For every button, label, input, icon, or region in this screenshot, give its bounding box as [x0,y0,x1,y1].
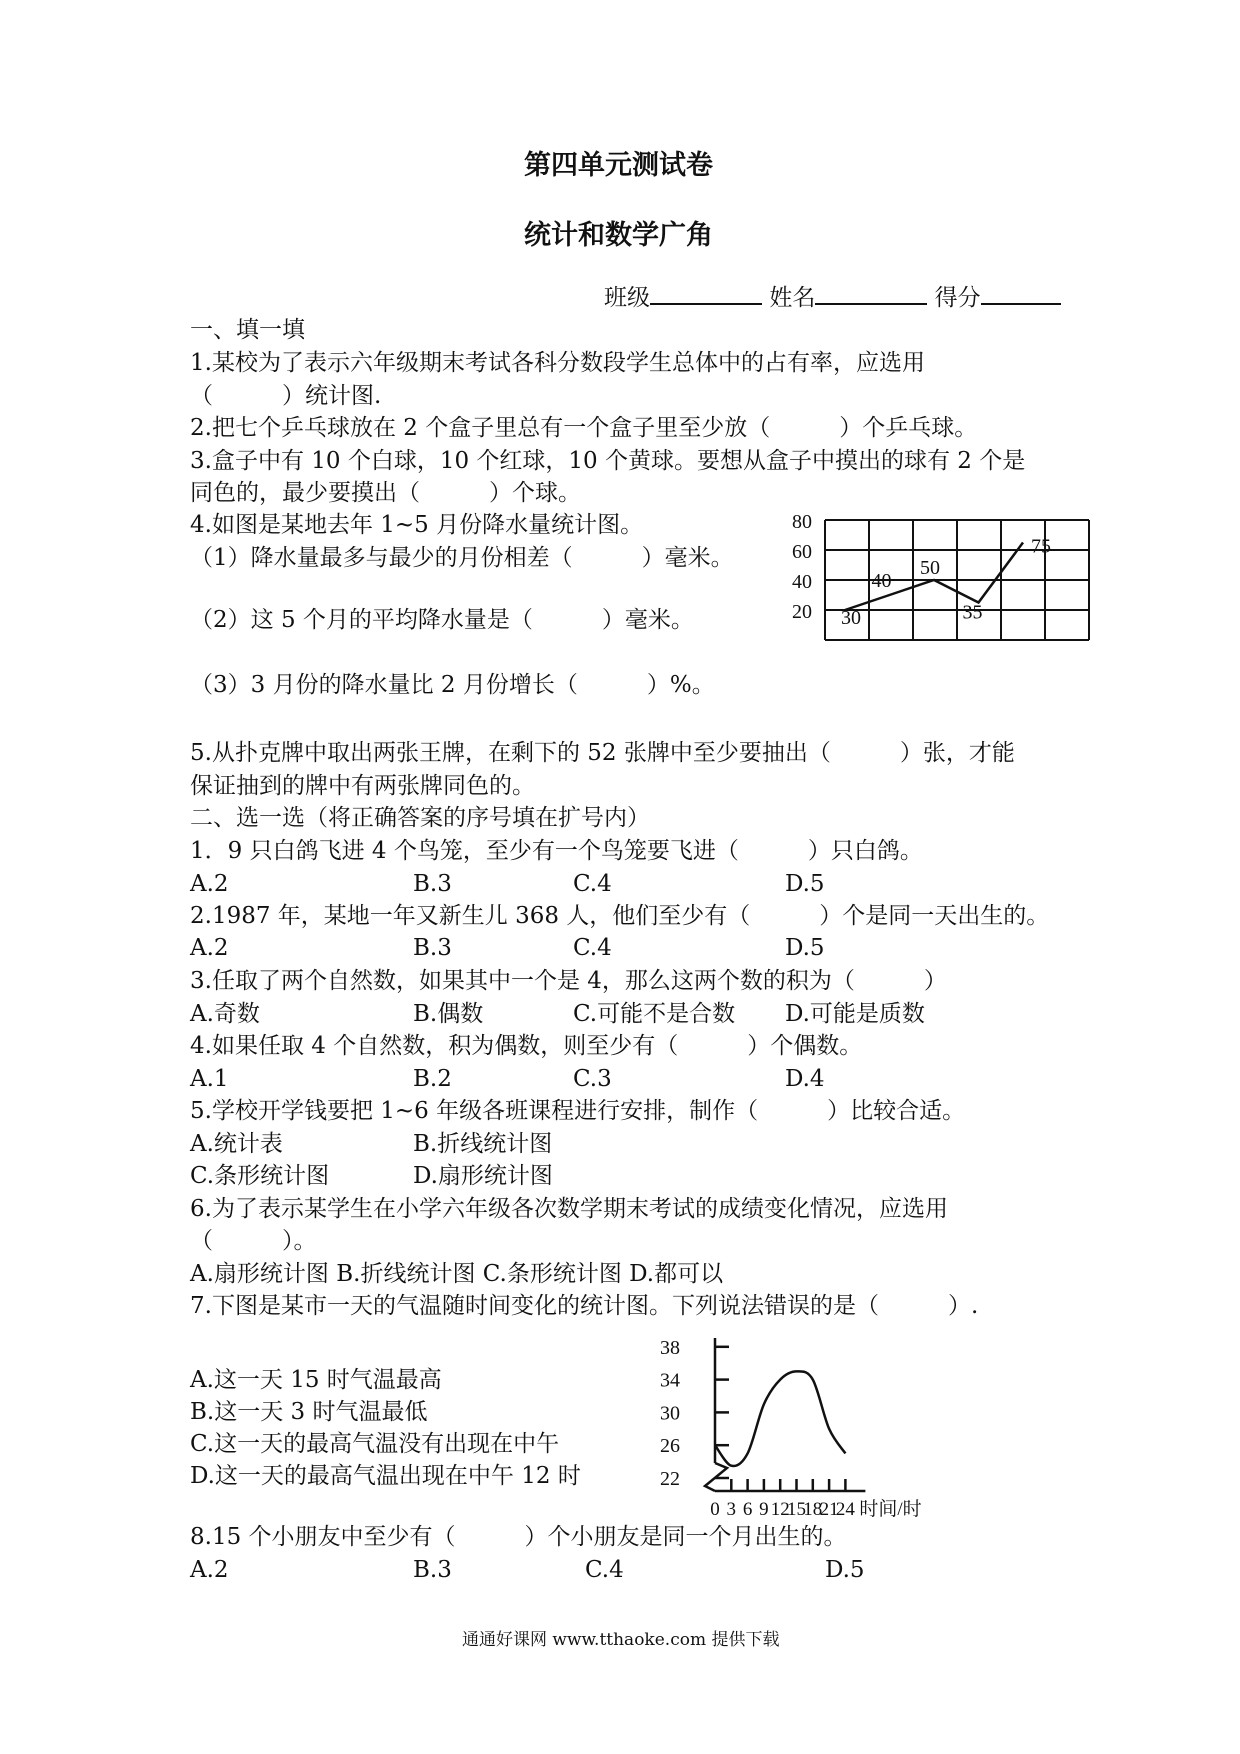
y-tick-label: 34 [660,1369,680,1392]
s1-q4-1: （1）降水量最多与最少的月份相差（ ）毫米。 [190,545,734,571]
x-tick-label: 9 [759,1499,769,1520]
s2-q5-opt-a[interactable]: A.统计表 [190,1131,283,1157]
name-blank[interactable] [815,281,927,305]
s2-q7-opt-c[interactable]: C.这一天的最高气温没有出现在中午 [190,1431,560,1457]
s1-q1-line1: 1.某校为了表示六年级期末考试各科分数段学生总体中的占有率，应选用 [190,350,925,376]
s1-q5-line1: 5.从扑克牌中取出两张王牌，在剩下的 52 张牌中至少要抽出（ ）张，才能 [190,740,1015,766]
s2-q2: 2.1987 年，某地一年又新生儿 368 人，他们至少有（ ）个是同一天出生的。 [190,903,1050,929]
page-title: 第四单元测试卷 [524,150,713,181]
y-tick-label: 22 [660,1468,680,1490]
s2-q5-opt-d[interactable]: D.扇形统计图 [413,1163,553,1189]
score-label: 得分 [934,285,981,311]
s2-q2-opt-c[interactable]: C.4 [573,935,612,961]
y-tick-label: 60 [792,541,812,563]
s2-q4-opt-b[interactable]: B.2 [413,1066,452,1092]
temperature-line-chart [660,1328,1020,1528]
s2-q6-options[interactable]: A.扇形统计图 B.折线统计图 C.条形统计图 D.都可以 [190,1261,724,1287]
s2-q5: 5.学校开学钱要把 1~6 年级各班课程进行安排，制作（ ）比较合适。 [190,1098,966,1124]
s2-q6-line2: （ ）。 [190,1228,317,1254]
s2-q7: 7.下图是某市一天的气温随时间变化的统计图。下列说法错误的是（ ）. [190,1293,979,1319]
x-tick-label: 0 [710,1499,720,1520]
s2-q3-opt-a[interactable]: A.奇数 [190,1001,260,1027]
s2-q6-line1: 6.为了表示某学生在小学六年级各次数学期末考试的成绩变化情况，应选用 [190,1196,948,1222]
s2-q4-opt-d[interactable]: D.4 [785,1066,825,1092]
s1-q3-line1: 3.盒子中有 10 个白球，10 个红球，10 个黄球。要想从盒子中摸出的球有 2 个是 [190,448,1026,474]
temperature-series-curve [715,1371,845,1466]
s2-q1-opt-b[interactable]: B.3 [413,871,452,897]
s2-q3-opt-c[interactable]: C.可能不是合数 [573,1001,736,1027]
s1-q5-line2: 保证抽到的牌中有两张牌同色的。 [190,773,535,799]
s2-q8-opt-c[interactable]: C.4 [585,1557,624,1583]
s2-q8-opt-d[interactable]: D.5 [825,1557,865,1583]
x-tick-label: 12 [770,1499,790,1520]
data-label: 50 [920,557,940,579]
class-label: 班级 [604,285,650,311]
s1-q2: 2.把七个乒乓球放在 2 个盒子里总有一个盒子里至少放（ ）个乒乓球。 [190,415,978,441]
info-line [604,281,1061,313]
class-blank[interactable] [650,281,762,305]
s1-q3-line2: 同色的，最少要摸出（ ）个球。 [190,480,581,506]
s2-q3-opt-b[interactable]: B.偶数 [413,1001,484,1027]
y-tick-label: 80 [792,511,812,533]
y-tick-label: 30 [660,1402,680,1425]
s2-q1-opt-a[interactable]: A.2 [190,871,229,897]
s2-q1: 1．9 只白鸽飞进 4 个鸟笼，至少有一个鸟笼要飞进（ ）只白鸽。 [190,838,923,864]
score-blank[interactable] [981,281,1061,305]
s2-q7-opt-a[interactable]: A.这一天 15 时气温最高 [190,1367,442,1393]
y-tick-label: 26 [660,1435,680,1458]
x-tick-label: 24 [835,1499,855,1520]
s2-q5-opt-b[interactable]: B.折线统计图 [413,1131,553,1157]
s2-q1-opt-c[interactable]: C.4 [573,871,612,897]
y-tick-label: 40 [792,571,812,593]
x-tick-label: 3 [726,1499,737,1520]
s2-q3: 3.任取了两个自然数，如果其中一个是 4，那么这两个数的积为（ ） [190,968,947,994]
s2-q5-opt-c[interactable]: C.条形统计图 [190,1163,330,1189]
page-subtitle: 统计和数学广角 [524,220,713,251]
section2-heading: 二、选一选（将正确答案的序号填在扩号内） [190,805,650,831]
data-label: 40 [871,570,892,592]
s1-q4-3: （3）3 月份的降水量比 2 月份增长（ ）%。 [190,672,715,698]
s1-q1-line2: （ ）统计图. [190,383,382,409]
x-tick-label: 21 [819,1499,839,1520]
s2-q7-opt-b[interactable]: B.这一天 3 时气温最低 [190,1399,428,1425]
s2-q2-opt-a[interactable]: A.2 [190,935,229,961]
s2-q8-opt-a[interactable]: A.2 [190,1557,229,1583]
s2-q4-opt-a[interactable]: A.1 [190,1066,229,1092]
s1-q4-2: （2）这 5 个月的平均降水量是（ ）毫米。 [190,607,694,633]
s2-q4: 4.如果任取 4 个自然数，积为偶数，则至少有（ ）个偶数。 [190,1033,863,1059]
section1-heading: 一、填一填 [190,317,305,343]
y-tick-label: 20 [792,601,812,623]
data-label: 35 [962,601,983,624]
s1-q4-intro: 4.如图是某地去年 1~5 月份降水量统计图。 [190,512,644,538]
data-label: 75 [1031,535,1051,558]
s2-q2-opt-b[interactable]: B.3 [413,935,452,961]
page-footer: 通通好课网 www.tthaoke.com 提供下载 [462,1630,780,1650]
rainfall-line-chart [770,505,1100,665]
s2-q3-opt-d[interactable]: D.可能是质数 [785,1001,925,1027]
y-tick-label: 38 [660,1336,680,1359]
name-label: 姓名 [769,285,816,311]
x-axis-label: 时间/时 [859,1499,922,1520]
s2-q7-opt-d[interactable]: D.这一天的最高气温出现在中午 12 时 [190,1463,581,1489]
s2-q2-opt-d[interactable]: D.5 [785,935,825,961]
data-label: 30 [841,607,861,629]
x-tick-label: 15 [787,1499,806,1520]
s2-q8: 8.15 个小朋友中至少有（ ）个小朋友是同一个月出生的。 [190,1524,847,1550]
s2-q1-opt-d[interactable]: D.5 [785,871,825,897]
x-tick-label: 6 [742,1499,753,1520]
s2-q8-opt-b[interactable]: B.3 [413,1557,452,1583]
x-tick-label: 18 [803,1499,823,1520]
s2-q4-opt-c[interactable]: C.3 [573,1066,612,1092]
